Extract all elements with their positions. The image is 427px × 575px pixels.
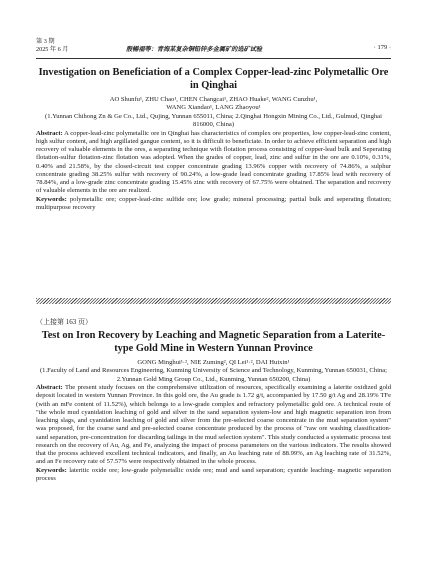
article-2-abstract <box>36 384 391 467</box>
section-separator <box>36 298 391 304</box>
running-title: 殷暢福等：青海某复杂铜铅锌多金属矿的选矿试验 <box>126 46 263 53</box>
article-1-abstract <box>36 130 391 196</box>
article-1-abstract-text: A copper-lead-zinc polymetallic ore in Qinghai has characteristics of complex ore properties, low copper-lead-zinc content, high sulfur content, and high argillated gangue content, so it is difficult to beneficiate. In order to achieve efficient separation and high recovery of valuable elements in the ores, a separating technique with flotation process consisting of copper-lead bulk and Seperating flotation-sulfur flotation-zinc flotation was adopted. When the grades of copper, lead, zinc and sulfur in the ore are 0.10%, 0.31%, 0.40% and 21.58%, by the closed-circuit test copper concentrate grading 13.96% copper with recovery of 74.86%, a sulphur concentrate grading 38.25% sulfur with recovery of 90.24%, a low-grade lead concentrate grading 17.85% lead with recovery of 78.84%, and a low-grade zinc concentrate grading 15.45% zinc with recovery of 67.75% were obtained. The separation and recovery of valuable elements in the ore are realized. <box>36 129 391 195</box>
header-rule <box>36 58 391 59</box>
article-2-affiliation: (1.Faculty of Land and Resources Engineering, Kunming University of Science and Technology, Kunming, Yunnan 650031, China; 2.Yunnan Gold Ming Group Co., Ltd., Kunming, Yunnan 650200, China) <box>39 367 388 383</box>
article-2-title: Test on Iron Recovery by Leaching and Magnetic Separation from a Laterite-type Gold Mine in Western Yunnan Province <box>41 330 386 354</box>
issue-info <box>36 38 68 53</box>
article-1 <box>36 66 391 212</box>
article-2-keywords-text: lateritic oxide ore; low-grade polymetallic oxide ore; mud and sand separation; cyanide leaching- magnetic separation process <box>36 466 391 482</box>
article-1-authors <box>36 96 391 113</box>
article-1-authors-line-1: AO Shunfu¹, ZHU Chao¹, CHEN Changcai¹, ZHAO Huake², WANG Cunzhu¹, <box>109 96 318 103</box>
article-1-keywords-text: polymetallic ore; copper-lead-zinc sulfide ore; low grade; mineral processing; partial bulk and seperating flotation; multipurpose recovery <box>36 195 392 211</box>
article-1-title: Investigation on Beneficiation of a Complex Copper-lead-zinc Polymetallic Ore in Qinghai <box>38 67 389 91</box>
issue-number: 第 3 期 <box>36 38 55 45</box>
article-1-keywords <box>36 196 391 213</box>
abstract-label: Abstract: <box>36 384 63 392</box>
page-header <box>36 38 391 58</box>
keywords-label: Keywords: <box>36 466 67 474</box>
abstract-label: Abstract: <box>36 129 63 137</box>
article-2-keywords <box>36 467 391 484</box>
article-1-authors-line-2: WANG Xiandao¹, LANG Zhaoyou¹ <box>166 104 261 112</box>
issue-date: 2025 年 6 月 <box>36 45 69 53</box>
continued-from-note: （上接第 163 页） <box>36 318 92 326</box>
article-2 <box>36 318 391 483</box>
article-1-affiliation: (1.Yunnan Chihong Zn & Ge Co., Ltd., Qujing, Yunnan 655011, China; 2.Qinghai Hongxin Mining Co., Ltd., Gulmud, Qinghai 816000, China) <box>45 112 382 129</box>
keywords-label: Keywords: <box>36 195 67 203</box>
page-number: · 179 · <box>373 44 391 51</box>
article-2-abstract-text: The present study focuses on the comprehensive utilization of resources, specifically examining a laterite oxidized gold deposit located in western Yunnan Province. In this gold ore, the Au grade is 1.72 g/t, accompanied by 17.50 g/t Ag and 28.19% TFe (with an mFe content of 11.52%), which belongs to a low-grade complex and refractory polymetallic gold ore. A technical route of "the whole mud cyanidation leaching of gold and silver in the sand separation system-low and high magnetic separation iron from leaching slags, and cyanidation leaching of gold and silver from the pre-selected coarse concentrate in the mud separation system" was proposed, for the coarse sand and pre-selected coarse concentrate produced by the process of "raw ore washing classification-sand separation, pre-concentration for discarding tailings in the mud selection system". This study conducted a systematic process test research on the recovery of Au, Ag, and Fe, analyzing the impact of process parameters on the various indicators. The results showed that the process achieved excellent technical indicators, and finally, an Au leaching rate of 88.99%, an Ag leaching rate of 31.52%, and an Fe recovery rate of 57.57% were respectively obtained in the whole process. <box>36 384 391 466</box>
article-2-authors: GONG Minghui¹·², NIE Zuming², QI Lei¹·², DAI Huixin¹ <box>137 359 290 366</box>
